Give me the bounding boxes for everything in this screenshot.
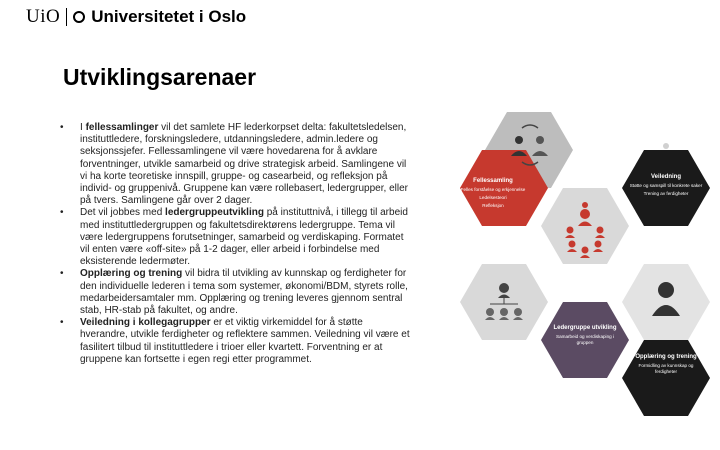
bullet-bold: fellessamlinger bbox=[85, 122, 159, 133]
hex-opplaering bbox=[622, 340, 710, 416]
opplaering-line: Formidling av kunnskap og ferdigheter bbox=[638, 363, 694, 374]
bullet-bold: ledergruppeutvikling bbox=[165, 207, 264, 219]
opplaering-heading: Opplæring og trening bbox=[635, 354, 697, 360]
veiledning-label bbox=[628, 174, 704, 199]
fellessamling-line: Ledelsesteori bbox=[479, 195, 507, 200]
fellessamling-label bbox=[458, 178, 528, 211]
fellessamling-heading: Fellessamling bbox=[473, 178, 513, 184]
veiledning-line: Trening av ferdigheter bbox=[643, 191, 689, 196]
veiledning-line: Støtte og samspill til konkrete saker bbox=[629, 183, 703, 188]
opplaering-label bbox=[630, 354, 702, 377]
bullet-bold: Veiledning i kollegagrupper bbox=[80, 317, 211, 329]
hex-presenter bbox=[622, 264, 710, 340]
ledergruppe-line: Samarbeid og verdiskaping i gruppen bbox=[556, 334, 614, 345]
ledergruppe-label bbox=[553, 325, 617, 348]
bullet-text-pre: I bbox=[80, 122, 86, 133]
fellessamling-line: Refleksjon bbox=[482, 203, 504, 208]
bullet-text-pre: Det vil jobbes med bbox=[80, 207, 166, 219]
bullet-text-post: vil det samlete HF lederkorpset delta: fakultetsledelsen, instituttledere, forskningsledere, utdanningsledere, admin.ledere og seksjonssjefer. Fellessamlingene vil være hovedarena for å avklare forventninger, utvikle samarbeid og drive strategisk arbeid. Samlingene vil vi ha korte teoretiske innspill, gruppe- og casearbeid, og refleksjon på individ- og gruppenivå. Gruppene kan være rollebasert, ledergrupper, eller på tvers. Samlingene går over 2 dager. bbox=[80, 122, 408, 207]
slide-title: Utviklingsarenaer bbox=[63, 64, 257, 90]
bullet-text-post: vil bidra til utvikling av kunnskap og ferdigheter for den individuelle lederen i tema som systemer, økonomi/BDM, styrets rolle, medarbeidersamtaler mm. Opplæring og trening leveres gjennom sentral stab, HR-stab på fakultet, og andre. bbox=[80, 268, 408, 317]
uio-mark: UiO bbox=[26, 6, 61, 27]
veiledning-heading: Veiledning bbox=[650, 174, 681, 180]
university-name: Universitetet i Oslo bbox=[91, 7, 247, 26]
bullet-text-post: er et viktig virkemiddel for å støtte hverandre, utvikle ferdigheter og reflektere sammen. Veiledning vil være et fasilitert tilbud til instituttledere i trioer eller kvartett. Forventning er at gruppene kan fortsette i egen regi etter programmet. bbox=[80, 317, 410, 365]
group-icon bbox=[663, 143, 669, 149]
bullet-text-post: på instituttnivå, i tillegg til arbeid med instituttledergruppen og fakultetsdirektørens ledergruppe. Tema vil være ledergruppens forutsetninger, samarbeid og verdiskaping. Formatet vil enten være «off-site» på 1-2 dager, eller arbeid i forbindelse med eksisterende ledermøter. bbox=[80, 207, 408, 268]
ledergruppe-heading: Ledergruppe utvikling bbox=[553, 325, 617, 331]
fellessamling-line: Felles forståelse og erkjennelse bbox=[460, 187, 526, 192]
bullet-bold: Opplæring og trening bbox=[80, 268, 183, 280]
